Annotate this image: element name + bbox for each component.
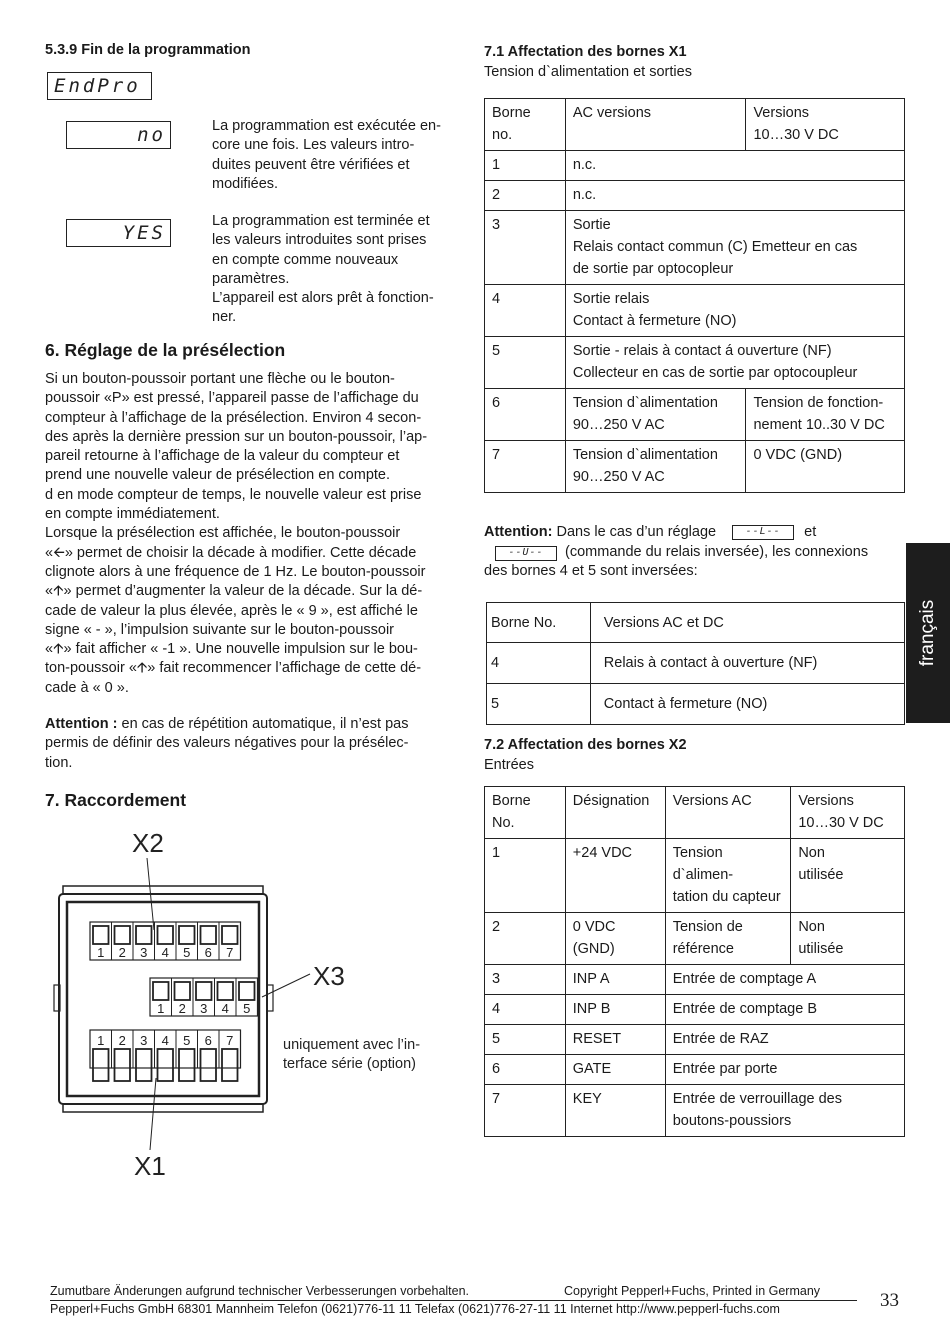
table-row — [485, 389, 905, 441]
relay-inversion-note — [484, 523, 902, 582]
table-cell: INP A — [565, 965, 665, 995]
text-line: compteur à l’affichage de la présélection. Environ 4 secon- — [45, 409, 422, 426]
table-cell: 6 — [485, 389, 566, 441]
table-cell: 7 — [485, 441, 566, 493]
attention-label: Attention: — [484, 524, 553, 540]
text-line: «🡨» permet de choisir la décade à modifier. Cette décade — [45, 544, 417, 561]
text-line: en compte comme nouveaux — [212, 251, 399, 268]
lcd-no-text: no — [137, 124, 166, 146]
x2-terminal-slot — [179, 926, 195, 944]
table-row — [485, 995, 905, 1025]
x2-pin-number: 5 — [183, 945, 191, 960]
section-7-title: 7. Raccordement — [45, 790, 187, 810]
text-line: prend une nouvelle valeur de présélection en compte. — [45, 467, 391, 484]
footer-address: Pepperl+Fuchs GmbH 68301 Mannheim Telefon (0621)776-11 11 Telefax (0621)776-27-11 11 Internet http://www.pepperl-fuchs.com — [50, 1302, 780, 1316]
table-cell: Tension de fonction- nement 10..30 V DC — [746, 389, 905, 441]
yes-description — [212, 212, 434, 328]
x1-terminal-slot — [136, 1049, 152, 1081]
table-cell: Entrée de RAZ — [665, 1025, 904, 1055]
table-cell: RESET — [565, 1025, 665, 1055]
x2-pin-number: 1 — [97, 945, 105, 960]
table-row — [485, 965, 905, 995]
table-row — [485, 839, 905, 913]
diagram-note-line-2: terface série (option) — [283, 1056, 416, 1072]
header-cell: Versions 10…30 V DC — [746, 99, 905, 151]
header-cell: Borne No. — [485, 787, 566, 839]
table-row — [485, 913, 905, 965]
x2-terminal-slot — [222, 926, 238, 944]
table-cell: INP B — [565, 995, 665, 1025]
table-header-row — [487, 603, 905, 643]
text-line: en compte immédiatement. — [45, 506, 220, 523]
section-72-subtitle: Entrées — [484, 757, 534, 773]
x3-terminal-slot — [218, 982, 234, 1000]
text-line: paramètres. — [212, 270, 290, 287]
x3-terminal-block — [150, 978, 258, 1016]
no-description — [212, 117, 441, 194]
table-cell: 0 VDC (GND) — [746, 441, 905, 493]
text-line: les valeurs introduites sont prises — [212, 232, 427, 249]
x2-terminal-slot — [201, 926, 217, 944]
x1-leader-line — [150, 1078, 156, 1150]
page-number: 33 — [880, 1290, 899, 1311]
table-cell: Sortie Relais contact commun (C) Emetteur en cas de sortie par optocopleur — [565, 211, 904, 285]
lcd-yes — [66, 219, 171, 247]
table-row — [485, 285, 905, 337]
x1-terminal-slot — [201, 1049, 217, 1081]
table-row — [485, 441, 905, 493]
text-line: L’appareil est alors prêt à fonction- — [212, 290, 434, 307]
table-cell: Entrée de comptage A — [665, 965, 904, 995]
attention-line-1 — [45, 715, 409, 734]
header-cell: Borne no. — [485, 99, 566, 151]
attention-label: Attention : — [45, 716, 118, 732]
header-cell: Désignation — [565, 787, 665, 839]
text-line: cade de valeur la plus élevée, après le « 9 », est affiché le — [45, 602, 418, 619]
x1-label: X1 — [134, 1151, 166, 1181]
note-text: Dans le cas d’un réglage — [552, 524, 717, 540]
table-cell: 7 — [485, 1085, 566, 1137]
table-cell: Tension de référence — [665, 913, 791, 965]
lcd-no — [66, 121, 171, 149]
x1-pin-number: 6 — [204, 1033, 212, 1048]
attention-text: en cas de répétition automatique, il n’est pas — [117, 716, 409, 732]
table-cell: Tension d`alimen- tation du capteur — [665, 839, 791, 913]
table-cell: Tension d`alimentation 90…250 V AC — [565, 389, 746, 441]
x3-pin-number: 4 — [221, 1001, 229, 1016]
diagram-note-line-1: uniquement avec l’in- — [283, 1037, 421, 1053]
table-cell: 4 — [485, 285, 566, 337]
language-tab-label: français — [917, 599, 938, 667]
table-cell: Sortie relais Contact à fermeture (NO) — [565, 285, 904, 337]
x2-terminal-slot — [93, 926, 109, 944]
connection-diagram — [40, 820, 460, 1190]
section-6-body — [45, 370, 465, 698]
text-line: duites peuvent être vérifiées et — [212, 156, 410, 173]
text-line: modifiées. — [212, 175, 279, 192]
x1-terminal-slot — [222, 1049, 238, 1081]
header-cell: Versions AC — [665, 787, 791, 839]
table-cell: 5 — [485, 1025, 566, 1055]
table-row — [485, 211, 905, 285]
text-line: ner. — [212, 309, 237, 326]
table-cell: Contact à fermeture (NO) — [590, 684, 904, 725]
x1-pin-number: 2 — [118, 1033, 126, 1048]
table-cell: n.c. — [565, 151, 904, 181]
section-71-title: 7.1 Affectation des bornes X1 — [484, 44, 687, 60]
x3-pin-number: 2 — [178, 1001, 186, 1016]
attention-note — [45, 715, 409, 773]
text-line: ton-poussoir «🡩» fait recommencer l’affichage de cette dé- — [45, 660, 422, 677]
footer-disclaimer: Zumutbare Änderungen aufgrund technischer Verbesserungen vorbehalten. — [50, 1284, 470, 1298]
table-row — [487, 643, 905, 684]
section-6-title: 6. Réglage de la présélection — [45, 340, 286, 360]
table-header-row — [485, 787, 905, 839]
lcd-endpro — [47, 72, 152, 100]
x2-terminal-block — [90, 922, 241, 960]
x1-terminal-block — [90, 1030, 241, 1081]
table-cell: GATE — [565, 1055, 665, 1085]
x2-terminal-slot — [136, 926, 152, 944]
lcd-endpro-text: EndPro — [54, 75, 141, 97]
table-cell: Entrée de comptage B — [665, 995, 904, 1025]
table-cell: Non utilisée — [791, 913, 905, 965]
text-line: poussoir «P» est pressé, l’appareil passe de l’affichage du — [45, 390, 419, 407]
note-line-3: des bornes 4 et 5 sont inversées: — [484, 563, 698, 579]
text-line: La programmation est terminée et — [212, 213, 430, 229]
text-line: permis de définir des valeurs négatives pour la présélec- — [45, 735, 409, 752]
x3-terminal-slot — [239, 982, 255, 1000]
header-cell: Versions 10…30 V DC — [791, 787, 905, 839]
x3-terminal-slot — [196, 982, 212, 1000]
x1-assignment-table — [484, 98, 905, 493]
language-tab — [906, 543, 950, 723]
table-cell: Non utilisée — [791, 839, 905, 913]
x2-terminal-slot — [158, 926, 174, 944]
x1-terminal-slot — [93, 1049, 109, 1081]
table-cell: Entrée par porte — [665, 1055, 904, 1085]
table-cell: 5 — [485, 337, 566, 389]
table-cell: Sortie - relais à contact á ouverture (NF) Collecteur en cas de sortie par optocoupleur — [565, 337, 904, 389]
x1-terminal-slot — [158, 1049, 174, 1081]
text-line: tion. — [45, 754, 73, 771]
text-line: «🡩» permet d’augmenter la valeur de la décade. Sur la dé- — [45, 583, 423, 600]
note-line-2 — [484, 543, 902, 563]
table-cell: 2 — [485, 181, 566, 211]
x1-pin-number: 1 — [97, 1033, 105, 1048]
table-row — [485, 337, 905, 389]
table-cell: 3 — [485, 211, 566, 285]
footer-copyright: Copyright Pepperl+Fuchs, Printed in Germany — [564, 1284, 821, 1298]
x3-pin-number: 1 — [157, 1001, 165, 1016]
lcd-inline-u: --U-- — [495, 546, 557, 561]
table-cell: Relais à contact à ouverture (NF) — [590, 643, 904, 684]
lcd-yes-text: YES — [122, 222, 166, 244]
table-row — [485, 181, 905, 211]
x3-label: X3 — [313, 961, 345, 991]
footer-rule — [50, 1300, 857, 1301]
table-cell: 5 — [487, 684, 591, 725]
lcd-inline-l: --L-- — [732, 525, 794, 540]
table-cell: 2 — [485, 913, 566, 965]
x1-terminal-slot — [115, 1049, 131, 1081]
note-text: et — [804, 524, 817, 540]
text-line: «🡩» fait afficher « -1 ». Une nouvelle impulsion sur le bou- — [45, 641, 418, 658]
text-line: clignote alors à une fréquence de 1 Hz. Le bouton-poussoir — [45, 563, 426, 580]
x2-pin-number: 4 — [161, 945, 169, 960]
x2-pin-number: 2 — [118, 945, 126, 960]
text-line: cade à « 0 ». — [45, 679, 129, 696]
x1-pin-number: 4 — [161, 1033, 169, 1048]
x1-terminal-slot — [179, 1049, 195, 1081]
x2-terminal-slot — [115, 926, 131, 944]
table-cell: 0 VDC (GND) — [565, 913, 665, 965]
section-71-subtitle: Tension d`alimentation et sorties — [484, 64, 692, 80]
text-line: des après la dernière pression sur un bouton-poussoir, l’ap- — [45, 428, 428, 445]
table-cell: n.c. — [565, 181, 904, 211]
x2-pin-number: 6 — [204, 945, 212, 960]
x2-pin-number: 7 — [226, 945, 234, 960]
table-cell: KEY — [565, 1085, 665, 1137]
text-line: d en mode compteur de temps, le nouvelle valeur est prise — [45, 486, 422, 503]
note-line-1 — [484, 523, 902, 543]
table-cell: 1 — [485, 839, 566, 913]
table-cell: 4 — [487, 643, 591, 684]
text-line: Lorsque la présélection est affichée, le bouton-poussoir — [45, 525, 401, 542]
section-539-title: 5.3.9 Fin de la programmation — [45, 42, 251, 58]
x1-pin-number: 7 — [226, 1033, 234, 1048]
header-cell: AC versions — [565, 99, 746, 151]
header-cell: Versions AC et DC — [590, 603, 904, 643]
table-cell: 4 — [485, 995, 566, 1025]
table-row — [487, 684, 905, 725]
x2-label: X2 — [132, 828, 164, 858]
housing-top-rail — [63, 886, 263, 894]
x3-terminal-slot — [153, 982, 169, 1000]
x3-terminal-slot — [175, 982, 191, 1000]
table-row — [485, 1025, 905, 1055]
swap-table — [486, 602, 905, 725]
table-header-row — [485, 99, 905, 151]
header-cell: Borne No. — [487, 603, 591, 643]
table-cell: 6 — [485, 1055, 566, 1085]
table-row — [485, 1055, 905, 1085]
text-line: core une fois. Les valeurs intro- — [212, 137, 415, 154]
table-cell: 1 — [485, 151, 566, 181]
note-text: (commande du relais inversée), les connexions — [561, 543, 869, 560]
text-line: La programmation est exécutée en- — [212, 118, 441, 134]
housing-inner — [67, 902, 259, 1096]
x1-pin-number: 3 — [140, 1033, 148, 1048]
x1-pin-number: 5 — [183, 1033, 191, 1048]
table-cell: +24 VDC — [565, 839, 665, 913]
x3-pin-number: 3 — [200, 1001, 208, 1016]
x2-pin-number: 3 — [140, 945, 148, 960]
text-line: signe « - », l’impulsion suivante sur le bouton-poussoir — [45, 621, 394, 638]
text-line: Si un bouton-poussoir portant une flèche ou le bouton- — [45, 371, 395, 387]
text-line: pareil retourne à l’affichage de la valeur du compteur et — [45, 448, 400, 465]
table-row — [485, 1085, 905, 1137]
housing-bottom-rail — [63, 1104, 263, 1112]
table-cell: Entrée de verrouillage des boutons-poussiors — [665, 1085, 904, 1137]
x3-pin-number: 5 — [243, 1001, 251, 1016]
table-cell: Tension d`alimentation 90…250 V AC — [565, 441, 746, 493]
x2-assignment-table — [484, 786, 905, 1137]
table-cell: 3 — [485, 965, 566, 995]
section-72-title: 7.2 Affectation des bornes X2 — [484, 737, 687, 753]
table-row — [485, 151, 905, 181]
